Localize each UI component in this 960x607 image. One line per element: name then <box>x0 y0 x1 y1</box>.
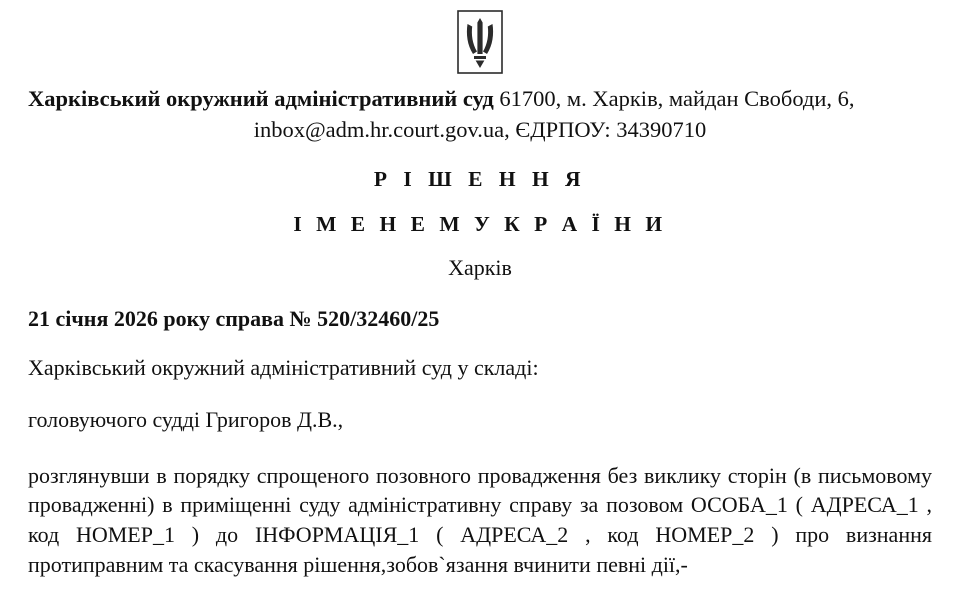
document-city: Харків <box>448 255 512 281</box>
composition-line: Харківський окружний адміністративний суд у складі: <box>28 355 539 381</box>
court-contact: inbox@adm.hr.court.gov.ua, ЄДРПОУ: 34390710 <box>253 117 707 143</box>
court-header-line-1 <box>28 84 938 114</box>
judge-line: головуючого суддi Григоров Д.В., <box>28 407 344 433</box>
document-title: Р І Ш Е Н Н Я <box>373 167 587 192</box>
document-subtitle: І М Е Н Е М У К Р А Ї Н И <box>293 212 667 237</box>
case-number-line: 21 січня 2026 року справа № 520/32460/25 <box>28 306 440 332</box>
ukraine-coat-of-arms-icon <box>457 10 503 74</box>
court-name: Харківський окружний адміністративний суд <box>28 86 494 111</box>
body-paragraph: розглянувши в порядку спрощеного позовного провадження без виклику сторін (в письмовому провадженні) в приміщенні суду адміністративну справу за позовом ОСОБА_1 ( АДРЕСА_1 , код НОМЕР_1 ) до ІНФОРМАЦІЯ_1 ( АДРЕСА_2 , код НОМЕР_2 ) про визнання протиправним та скасування рішення,зобов`язання вчинити певні дії,- <box>28 462 932 577</box>
emblem-container <box>22 0 938 74</box>
court-address: 61700, м. Харків, майдан Свободи, 6, <box>499 86 855 111</box>
court-header <box>22 84 938 145</box>
